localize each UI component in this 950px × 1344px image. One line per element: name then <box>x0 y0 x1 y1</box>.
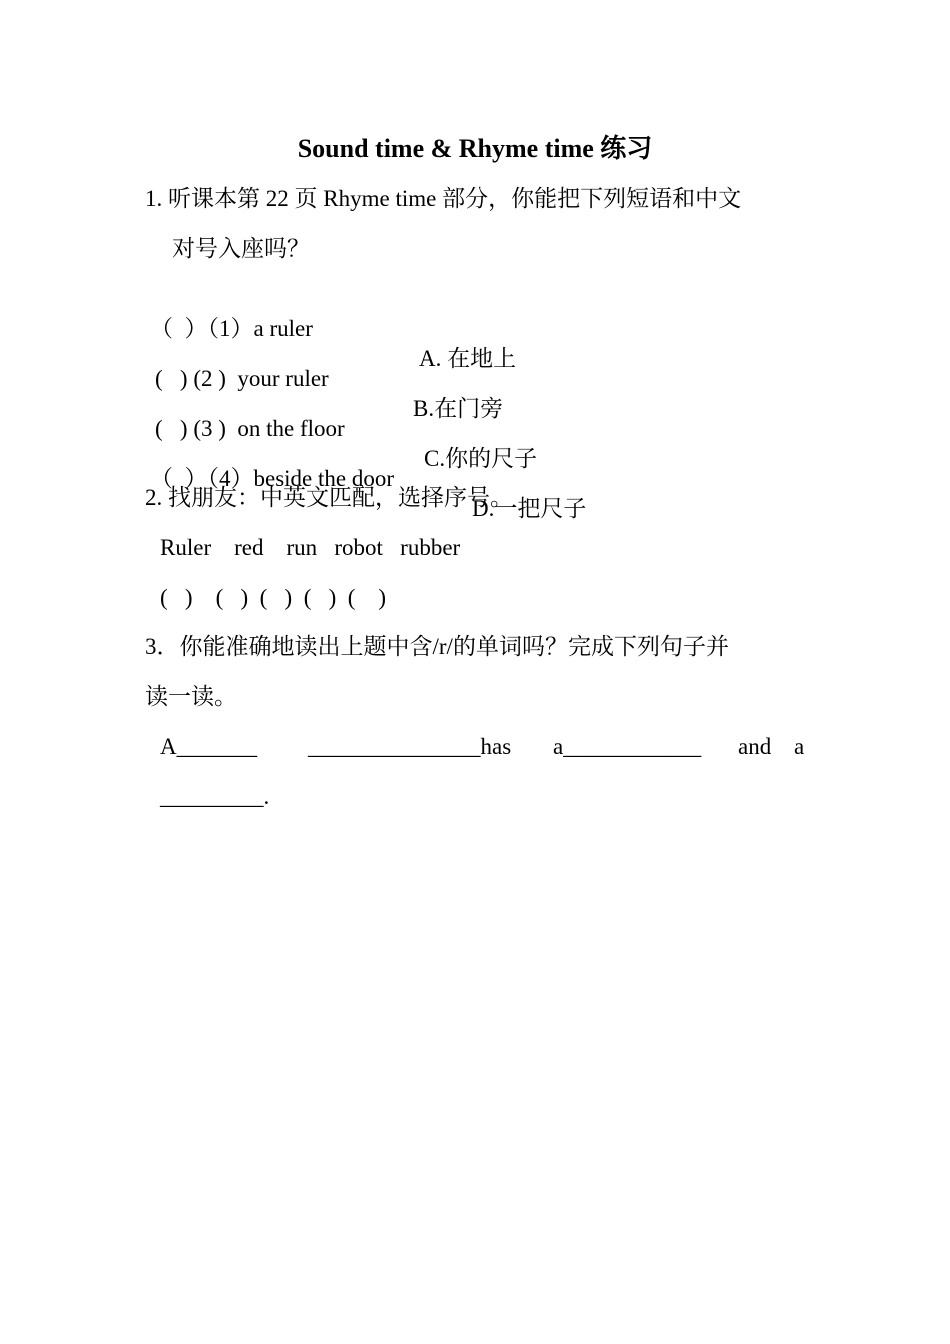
worksheet-title: Sound time & Rhyme time 练习 <box>297 134 653 163</box>
sentence-blank-3: a____________ <box>553 734 702 759</box>
match-row-1-option: A. 在地上 <box>419 346 517 371</box>
match-row-3-option: C.你的尺子 <box>424 446 538 471</box>
question-2-word-list: Ruler red run robot rubber <box>160 535 461 560</box>
question-3-sentence <box>160 732 810 762</box>
match-row-2-option: B.在门旁 <box>413 396 504 421</box>
sentence-word-and: and <box>738 734 772 759</box>
sentence-blank-4: _________. <box>160 784 270 809</box>
question-1-prompt-line-1: 1. 听课本第 22 页 Rhyme time 部分，你能把下列短语和中文 <box>145 186 742 211</box>
question-2-answer-brackets: ( ) ( ) ( ) ( ) ( ) <box>160 585 387 610</box>
question-1-prompt-line-2: 对号入座吗？ <box>172 236 310 261</box>
sentence-word-a: a <box>794 734 805 759</box>
question-3-prompt-line-2: 读一读。 <box>145 684 237 709</box>
match-row-4-phrase: （ ）（4）beside the door <box>150 466 395 491</box>
match-row-4-option: D.一把尺子 <box>472 496 587 521</box>
match-row-2-phrase: ( ) (2 ) your ruler <box>155 366 329 391</box>
match-row-1 <box>150 284 650 371</box>
match-row-3-phrase: ( ) (3 ) on the floor <box>155 416 345 441</box>
question-2-prompt: 2. 找朋友：中英文匹配，选择序号。 <box>145 485 513 510</box>
match-row-2 <box>155 334 655 421</box>
sentence-blank-1: A_______ <box>160 734 258 759</box>
match-row-1-phrase: （ ）（1）a ruler <box>150 316 313 341</box>
match-row-3 <box>155 384 655 471</box>
question-3-prompt-line-1: 3．你能准确地读出上题中含/r/的单词吗？完成下列句子并 <box>145 634 729 659</box>
sentence-blank-2: _______________has <box>308 734 512 759</box>
